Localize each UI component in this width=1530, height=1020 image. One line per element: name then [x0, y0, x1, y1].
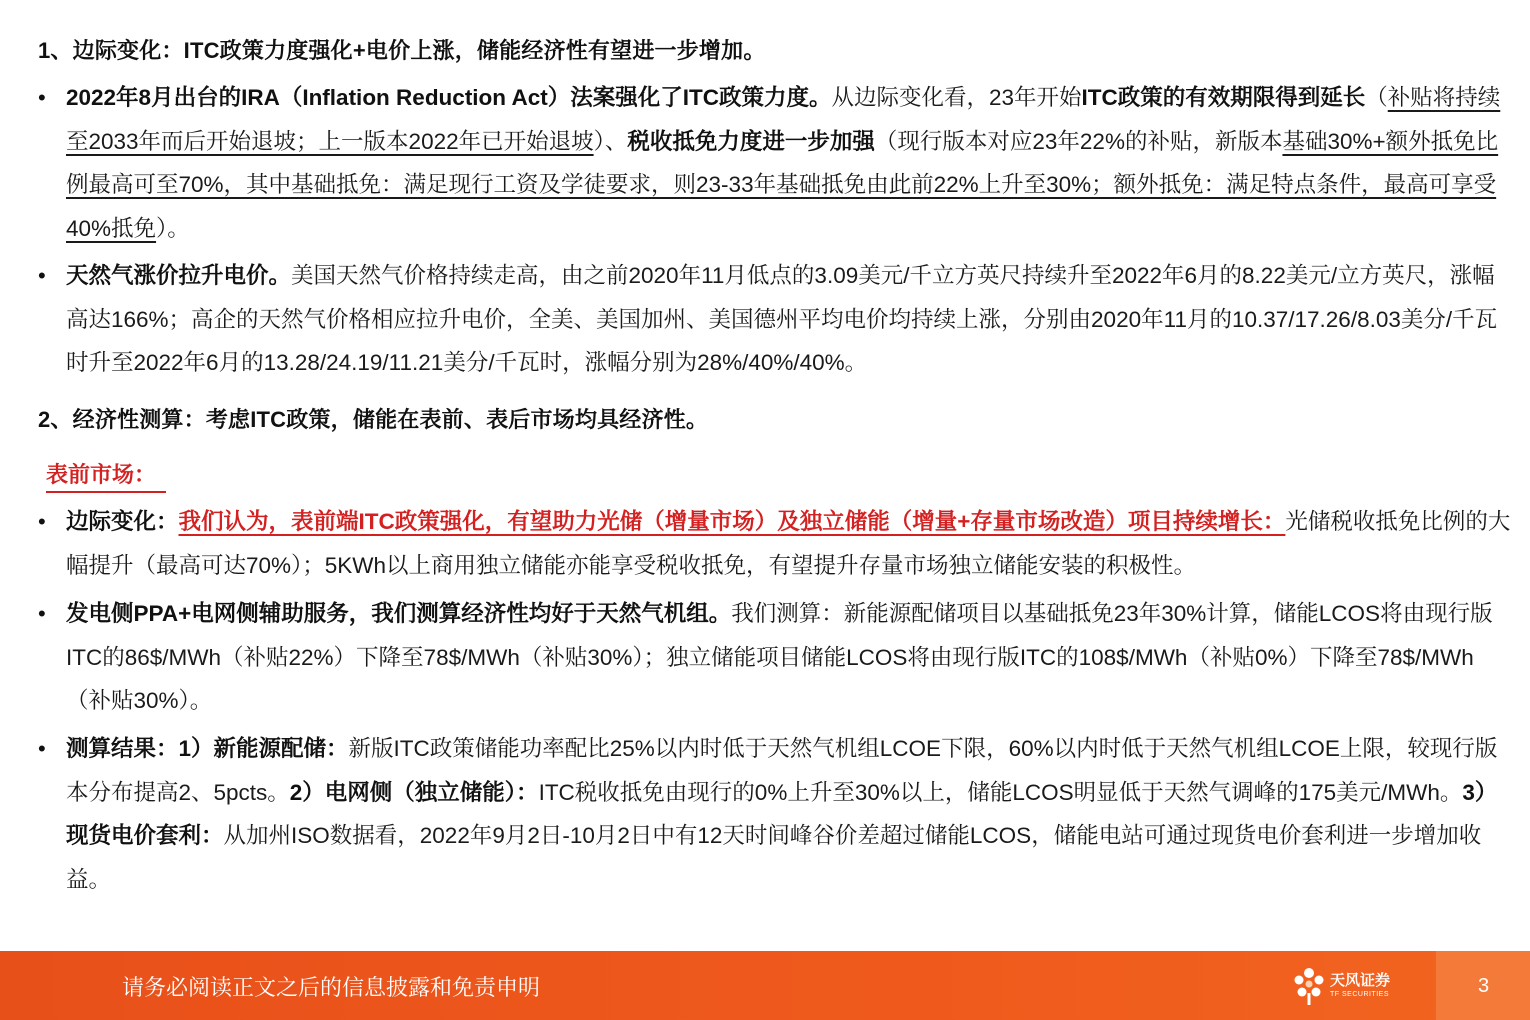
- bullet-ppa-ancillary-text: 我们测算：新能源配储项目以基础抵免23年30%计算，储能LCOS将由现行版ITC的86$/MWh（补贴22%）下降至78$/MWh（补贴30%）；独立储能项目储能LCOS将由现行版ITC的108$/MWh（补贴0%）下降至78$/MWh（补贴30%）。: [66, 601, 1493, 713]
- bullet-gas-price-text: 美国天然气价格持续走高，由之前2020年11月低点的3.09美元/千立方英尺持续升至2022年6月的8.22美元/立方英尺，涨幅高达166%；高企的天然气价格相应拉升电价，全美、美国加州、美国德州平均电价均持续上涨，分别由2020年11月的10.37/17.26/8.03美分/千瓦时升至2022年6月的13.28/24.19/11.21美分/千瓦时，涨幅分别为28%/40%/40%。: [66, 263, 1498, 375]
- bullet-results-text-c: 从加州ISO数据看，2022年9月2日-10月2日中有12天时间峰谷价差超过储能LCOS，储能电站可通过现货电价套利进一步增加收益。: [66, 823, 1482, 892]
- footer-disclaimer: 请务必阅读正文之后的信息披露和免责申明: [122, 975, 541, 1000]
- bullet-ppa-ancillary: [66, 592, 1516, 723]
- bullet-results-lead-a: 测算结果：1）新能源配储：: [66, 736, 349, 761]
- bullet-ira-policy-credit-current: （现行版本对应23年22%的补贴，新版本: [874, 128, 1283, 154]
- bullet-ira-policy-extension-detail: 补贴将持续至2033年而后开始退坡；上一版本2022年已开始退坡: [66, 85, 1501, 154]
- flower-logo-icon: [1290, 965, 1328, 1007]
- bullet-results-lead-c: 3）现货电价套利：: [66, 779, 1498, 848]
- bullet-gas-price: [66, 254, 1516, 385]
- logo-name: 天风证券: [1330, 972, 1391, 989]
- bullet-ira-policy-credit: 税收抵免力度进一步加强: [627, 128, 875, 154]
- logo-subtitle: TF SECURITIES: [1330, 991, 1390, 998]
- section-2-heading: 2、经济性测算：考虑ITC政策，储能在表前、表后市场均具经济性。: [38, 407, 709, 432]
- paren: （: [1365, 85, 1388, 110]
- bullet-results-text-b: ITC税收抵免由现行的0%上升至30%以上，储能LCOS明显低于天然气调峰的175美元/MWh。: [538, 779, 1463, 805]
- paren: ）。: [156, 215, 190, 241]
- footer-bar: [0, 951, 1530, 1020]
- section-1-heading: 1、边际变化：ITC政策力度强化+电价上涨，储能经济性有望进一步增加。: [38, 38, 766, 63]
- bullet-marginal-change-text: 光储税收抵免比例的大幅提升（最高可达70%）；5KWh以上商用独立储能亦能享受税收抵免，有望提升存量市场独立储能安装的积极性。: [66, 509, 1511, 578]
- bullet-ira-policy-text-a: 从边际变化看，23年开始: [831, 85, 1082, 110]
- front-of-meter-label: 表前市场：: [46, 458, 166, 493]
- company-logo: [1290, 965, 1410, 1009]
- bullet-marginal-change: [66, 500, 1516, 587]
- bullet-ira-policy: [66, 76, 1516, 250]
- bullet-ira-policy-lead: 2022年8月出台的IRA（Inflation Reduction Act）法案强化了ITC政策力度。: [66, 85, 832, 110]
- bullet-ppa-ancillary-lead: 发电侧PPA+电网侧辅助服务，我们测算经济性均好于天然气机组。: [66, 601, 732, 626]
- bullet-ira-policy-extension: ITC政策的有效期限得到延长: [1081, 85, 1366, 110]
- bullet-marginal-change-lead: 边际变化：: [66, 509, 179, 534]
- paren: ）、: [593, 128, 628, 154]
- page-number: 3: [1478, 975, 1490, 997]
- bullet-results: [66, 727, 1516, 901]
- bullet-results-text-a: 新版ITC政策储能功率配比25%以内时低于天然气机组LCOE下限，60%以内时低于天然气机组LCOE上限，较现行版本分布提高2、5pcts。: [66, 736, 1498, 805]
- bullet-results-lead-b: 2）电网侧（独立储能）：: [289, 779, 539, 805]
- bullet-ira-policy-credit-detail: 基础30%+额外抵免比例最高可至70%，其中基础抵免：满足现行工资及学徒要求，则23-33年基础抵免由此前22%上升至30%；额外抵免：满足特点条件，最高可享受40%抵免: [66, 128, 1499, 241]
- bullet-marginal-change-highlight: 我们认为，表前端ITC政策强化，有望助力光储（增量市场）及独立储能（增量+存量市场改造）项目持续增长：: [178, 509, 1286, 534]
- bullet-gas-price-lead: 天然气涨价拉升电价。: [66, 263, 292, 288]
